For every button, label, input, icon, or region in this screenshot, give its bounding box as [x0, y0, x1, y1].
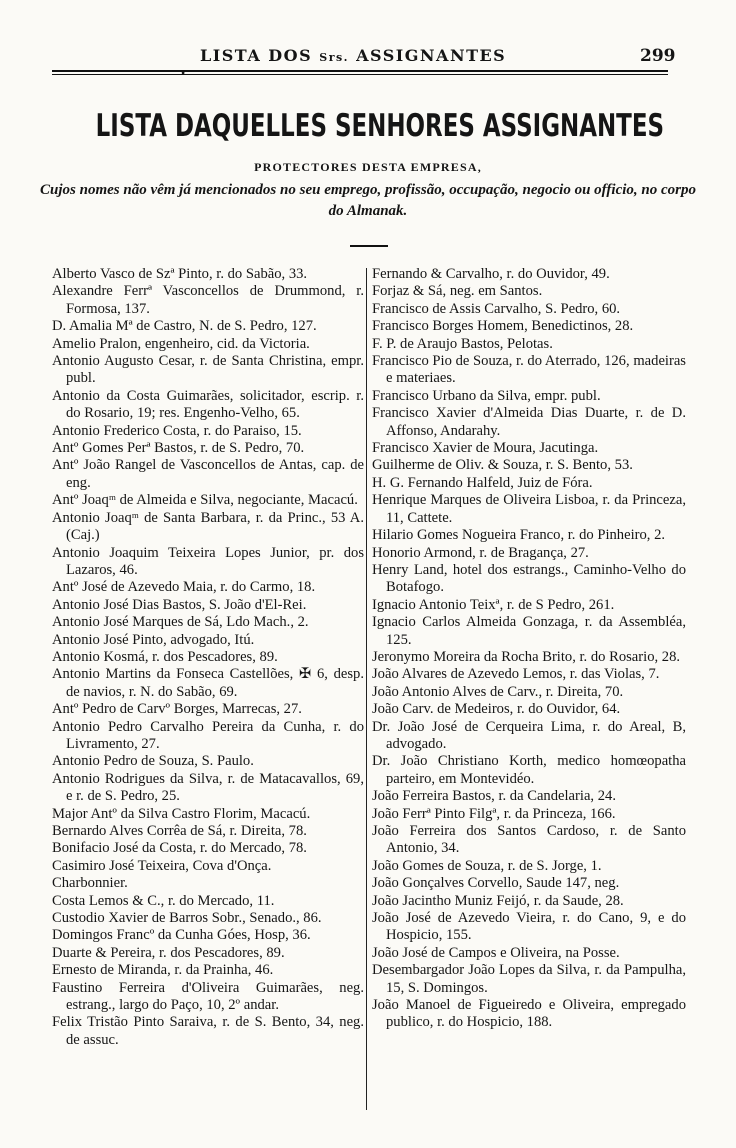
- subscriber-entry: Francisco de Assis Carvalho, S. Pedro, 60.: [372, 300, 621, 317]
- subscriber-entry: Antonio Kosmá, r. dos Pescadores, 89.: [52, 648, 278, 665]
- subscriber-entry: Domingos Francº da Cunha Góes, Hosp, 36.: [52, 927, 311, 944]
- subscriber-entry: João Gonçalves Corvello, Saude 147, neg.: [372, 875, 620, 892]
- subscriber-entry: Antº Gomes Perª Bastos, r. de S. Pedro, 70.: [52, 440, 305, 457]
- subscriber-entry: Antonio da Costa Guimarães, solicitador, escrip. r. do Rosario, 19; res. Engenho-Velho, 65.: [52, 387, 364, 422]
- subscriber-entry: Casimiro José Teixeira, Cova d'Onça.: [52, 857, 272, 874]
- subscriber-entry: Ernesto de Miranda, r. da Prainha, 46.: [52, 962, 274, 979]
- subscriber-entry: Francisco Xavier de Moura, Jacutinga.: [372, 440, 599, 457]
- subscriber-entry: João Ferrª Pinto Filgª, r. da Princeza, 166.: [372, 805, 616, 822]
- subscriber-entry: Bernardo Alves Corrêa de Sá, r. Direita, 78.: [52, 823, 307, 839]
- subscriber-entry: João Carv. de Medeiros, r. do Ouvidor, 64.: [372, 701, 621, 718]
- subscriber-entry: Guilherme de Oliv. & Souza, r. S. Bento, 53.: [372, 457, 633, 474]
- subscriber-entry: Major Antº da Silva Castro Florim, Macacú.: [52, 805, 311, 822]
- subscriber-entry: Henry Land, hotel dos estrangs., Caminho-Velho do Botafogo.: [372, 561, 686, 596]
- subscriber-entry: F. P. de Araujo Bastos, Pelotas.: [372, 335, 553, 352]
- subscriber-entry: H. G. Fernando Halfeld, Juiz de Fóra.: [372, 474, 593, 491]
- subscriber-entry: Antonio Rodrigues da Silva, r. de Matacavallos, 69, e r. de S. Pedro, 25.: [52, 770, 364, 805]
- subscriber-entry: Antonio José Dias Bastos, S. João d'El-Rei.: [52, 596, 307, 613]
- column-divider: [366, 268, 367, 1110]
- subscriber-entry: Dr. João José de Cerqueira Lima, r. do Areal, B, advogado.: [372, 718, 686, 752]
- subscriber-entry: Bonifacio José da Costa, r. do Mercado, 78.: [52, 840, 307, 857]
- intro-note: Cujos nomes não vêm já mencionados no seu emprego, profissão, occupação, negocio ou officio, no corpo do Almanak.: [40, 182, 696, 219]
- bullet-mark: •: [181, 66, 186, 80]
- subscriber-entry: Francisco Urbano da Silva, empr. publ.: [372, 387, 601, 404]
- running-title: [200, 46, 506, 65]
- subscriber-entry: Ignacio Antonio Teixª, r. de S Pedro, 261.: [372, 596, 615, 613]
- subscriber-entry: Jeronymo Moreira da Rocha Brito, r. do Rosario, 28.: [372, 648, 681, 665]
- subscriber-entry: Antonio José Pinto, advogado, Itú.: [52, 631, 255, 648]
- running-head: [0, 44, 736, 80]
- subscriber-entry: João Jacintho Muniz Feijó, r. da Saude, 28.: [372, 892, 624, 909]
- subscriber-entry: Duarte & Pereira, r. dos Pescadores, 89.: [52, 944, 285, 961]
- subscriber-entry: Francisco Borges Homem, Benedictinos, 28.: [372, 318, 634, 335]
- subscriber-entry: Alexandre Ferrª Vasconcellos de Drummond, r. Formosa, 137.: [52, 283, 364, 317]
- running-title-part-a: LISTA DOS: [200, 46, 320, 65]
- subscriber-entry: Ignacio Carlos Almeida Gonzaga, r. da Assembléa, 125.: [372, 614, 686, 648]
- running-title-part-b: Srs.: [319, 51, 350, 64]
- subscriber-entry: João Ferreira dos Santos Cardoso, r. de Santo Antonio, 34.: [372, 823, 686, 857]
- subscriber-entry: Antonio Joaquim Teixeira Lopes Junior, pr. dos Lazaros, 46.: [52, 544, 364, 578]
- subscriber-entry: Henrique Marques de Oliveira Lisboa, r. da Princeza, 11, Cattete.: [372, 492, 686, 526]
- subscriber-entry: Amelio Pralon, engenheiro, cid. da Victoria.: [52, 335, 310, 352]
- subscriber-entry: Honorio Armond, r. de Bragança, 27.: [372, 544, 589, 561]
- subscriber-entry: Antº Pedro de Carvº Borges, Marrecas, 27.: [52, 701, 302, 718]
- subscriber-entry: João José de Azevedo Vieira, r. do Cano, 9, e do Hospicio, 155.: [372, 910, 686, 944]
- subscriber-entry: Antº Joaqᵐ de Almeida e Silva, negociante, Macacú.: [52, 492, 358, 509]
- subscriber-entry: Antonio Augusto Cesar, r. de Santa Christina, empr. publ.: [52, 353, 364, 387]
- subscriber-entry: Francisco Pio de Souza, r. do Aterrado, 126, madeiras e materiaes.: [372, 353, 686, 387]
- subscriber-entry: Dr. João Christiano Korth, medico homœopatha parteiro, em Montevidéo.: [372, 753, 686, 787]
- page-subtitle: PROTECTORES DESTA EMPRESA,: [254, 160, 482, 174]
- subscriber-entry: Custodio Xavier de Barros Sobr., Senado., 86.: [52, 910, 322, 927]
- header-rule: [52, 70, 668, 75]
- subscriber-entry: João Alvares de Azevedo Lemos, r. das Violas, 7.: [372, 666, 660, 683]
- left-column: [52, 266, 364, 1049]
- subscriber-entry: Antonio Frederico Costa, r. do Paraiso, 15.: [52, 422, 302, 439]
- subscriber-entry: Desembargador João Lopes da Silva, r. da Pampulha, 15, S. Domingos.: [372, 962, 686, 996]
- subscriber-entry: Costa Lemos & C., r. do Mercado, 11.: [52, 892, 275, 909]
- page-number: 299: [640, 46, 676, 66]
- subscriber-entry: Antonio José Marques de Sá, Ldo Mach., 2.: [52, 614, 309, 631]
- subscriber-entry: Alberto Vasco de Szª Pinto, r. do Sabão, 33.: [52, 266, 308, 282]
- subscriber-entry: Felix Tristão Pinto Saraiva, r. de S. Bento, 34, neg. de assuc.: [52, 1014, 364, 1048]
- subscriber-entry: Antonio Pedro Carvalho Pereira da Cunha, r. do Livramento, 27.: [52, 718, 364, 752]
- subscriber-entry: Antº José de Azevedo Maia, r. do Carmo, 18.: [52, 579, 316, 596]
- subscriber-entry: João Manoel de Figueiredo e Oliveira, empregado publico, r. do Hospicio, 188.: [372, 997, 686, 1031]
- subscriber-entry: Hilario Gomes Nogueira Franco, r. do Pinheiro, 2.: [372, 527, 666, 544]
- subscriber-entry: João Ferreira Bastos, r. da Candelaria, 24.: [372, 788, 616, 805]
- running-title-part-c: ASSIGNANTES: [349, 46, 507, 65]
- subscriber-entry: João José de Campos e Oliveira, na Posse.: [372, 944, 620, 961]
- subscriber-entry: João Antonio Alves de Carv., r. Direita, 70.: [372, 683, 624, 700]
- subscriber-entry: Antonio Martins da Fonseca Castellões, ✠ 6, desp. de navios, r. N. do Sabão, 69.: [52, 666, 364, 700]
- subscriber-entry: Faustino Ferreira d'Oliveira Guimarães, neg. estrang., largo do Paço, 10, 2º andar.: [52, 979, 364, 1014]
- right-column: [372, 266, 686, 1032]
- subscriber-entry: Francisco Xavier d'Almeida Dias Duarte, r. de D. Affonso, Andarahy.: [372, 405, 686, 439]
- subscriber-entry: Antonio Pedro de Souza, S. Paulo.: [52, 753, 254, 770]
- subscriber-entry: D. Amalia Mª de Castro, N. de S. Pedro, 127.: [52, 318, 317, 335]
- subscriber-entry: Forjaz & Sá, neg. em Santos.: [372, 283, 543, 300]
- subscriber-entry: Charbonnier.: [52, 875, 128, 892]
- subscriber-entry: Antº João Rangel de Vasconcellos de Antas, cap. de eng.: [52, 457, 364, 491]
- subscriber-entry: Fernando & Carvalho, r. do Ouvidor, 49.: [372, 266, 610, 282]
- subscriber-entry: Antonio Joaqᵐ de Santa Barbara, r. da Princ., 53 A. (Caj.): [52, 509, 364, 544]
- subscriber-entry: João Gomes de Souza, r. de S. Jorge, 1.: [372, 857, 602, 874]
- page-title: LISTA DAQUELLES SENHORES ASSIGNANTES: [95, 108, 665, 144]
- section-rule: [350, 245, 388, 247]
